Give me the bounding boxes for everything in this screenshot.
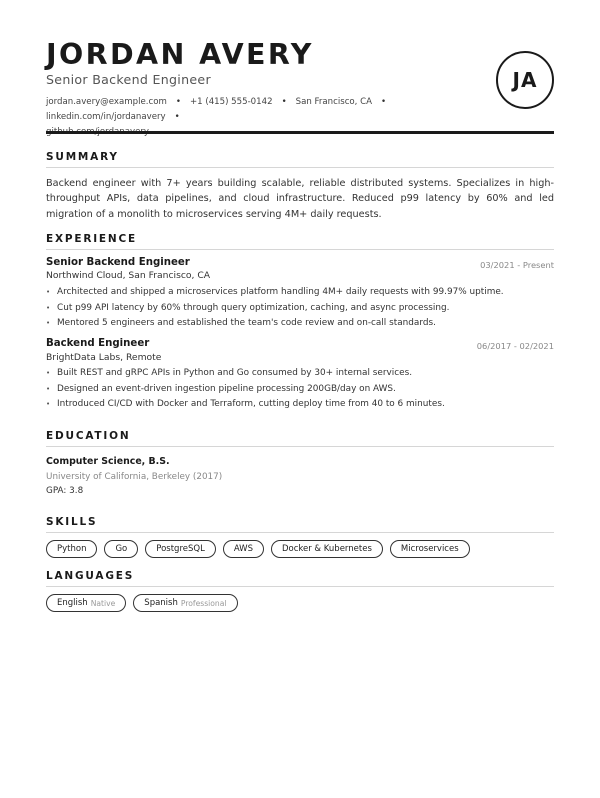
job-company: Northwind Cloud, San Francisco, CA	[46, 270, 211, 281]
language-level: Professional	[180, 598, 227, 608]
section-title-education: EDUCATION	[46, 430, 131, 442]
section-divider	[46, 532, 554, 533]
candidate-name: JORDAN AVERY	[46, 38, 314, 71]
languages-list	[46, 594, 238, 612]
section-title-languages: LANGUAGES	[46, 570, 135, 582]
contact-separator: •	[175, 97, 181, 107]
language-chip	[133, 594, 237, 612]
skill-chip: Python	[46, 540, 97, 558]
section-title-experience: EXPERIENCE	[46, 233, 137, 245]
language-chip	[46, 594, 126, 612]
contact-separator: •	[174, 112, 180, 122]
contact-location: San Francisco, CA	[295, 97, 373, 107]
education-gpa: GPA: 3.8	[46, 486, 84, 496]
summary-text: Backend engineer with 7+ years building scalable, reliable distributed systems. Specializes in high-throughput APIs, data pipelines, and cloud infrastructure. Reduced p99 latency by 60% and led migration of a monolith to microservices serving 4M+ daily requests.	[46, 178, 554, 220]
section-divider	[46, 586, 554, 587]
contact-separator: •	[381, 97, 387, 107]
job-bullets	[46, 285, 554, 332]
language-level: Native	[90, 598, 116, 608]
list-item: • Architected and shipped a microservices platform handling 4M+ daily requests with 99.97% uptime.	[46, 285, 554, 301]
initials-avatar: JA	[496, 51, 554, 109]
list-item: • Designed an event-driven ingestion pipeline processing 200GB/day on AWS.	[46, 382, 554, 398]
language-name: English	[57, 598, 88, 608]
section-divider	[46, 446, 554, 447]
job-title: Backend Engineer	[46, 338, 150, 349]
contact-separator: •	[281, 97, 287, 107]
section-title-skills: SKILLS	[46, 516, 98, 528]
header-divider	[46, 131, 554, 134]
job-bullets	[46, 366, 554, 413]
skill-chip: Docker & Kubernetes	[271, 540, 383, 558]
list-item: • Cut p99 API latency by 60% through query optimization, caching, and async processing.	[46, 301, 554, 317]
candidate-headline: Senior Backend Engineer	[46, 72, 211, 87]
education-degree: Computer Science, B.S.	[46, 456, 170, 467]
section-divider	[46, 167, 554, 168]
skill-chip: Go	[104, 540, 138, 558]
section-divider	[46, 249, 554, 250]
contact-email: jordan.avery@example.com	[46, 97, 167, 107]
job-company: BrightData Labs, Remote	[46, 352, 162, 363]
job-dates: 03/2021 - Present	[480, 260, 554, 270]
language-name: Spanish	[144, 598, 178, 608]
section-title-summary: SUMMARY	[46, 151, 119, 163]
job-dates: 06/2017 - 02/2021	[476, 341, 554, 351]
list-item: • Introduced CI/CD with Docker and Terraform, cutting deploy time from 40 to 6 minutes.	[46, 397, 554, 413]
skills-list	[46, 540, 470, 558]
contact-linkedin: linkedin.com/in/jordanavery	[46, 112, 166, 122]
skill-chip: Microservices	[390, 540, 470, 558]
job-title: Senior Backend Engineer	[46, 257, 190, 268]
skill-chip: AWS	[223, 540, 264, 558]
list-item: • Mentored 5 engineers and established the team's code review and on-call standards.	[46, 316, 554, 332]
list-item: • Built REST and gRPC APIs in Python and Go consumed by 30+ internal services.	[46, 366, 554, 382]
education-school: University of California, Berkeley (2017)	[46, 472, 223, 482]
skill-chip: PostgreSQL	[145, 540, 216, 558]
contact-phone: +1 (415) 555-0142	[189, 97, 273, 107]
